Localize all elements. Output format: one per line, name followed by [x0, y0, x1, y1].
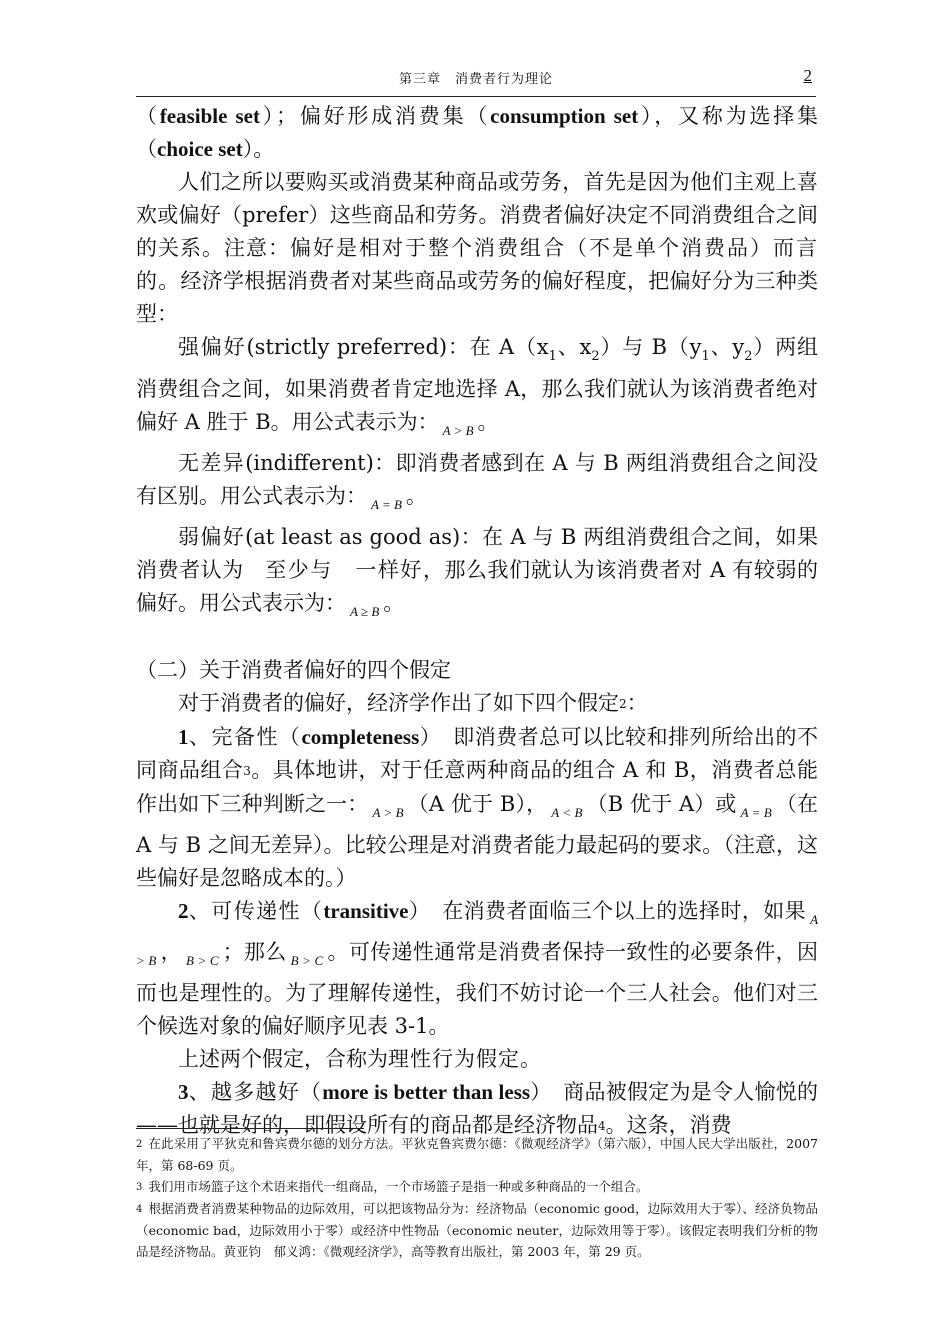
header-rule [136, 96, 816, 97]
formula: B > C [290, 953, 324, 968]
paragraph-transitivity: 2、可传递性（transitive） 在消费者面临三个以上的选择时，如果 $_{A > B}$ ， $_{B > C}$ ；那么 $_{B > C}$ 。可传递性通常是消费者保持一致性的必要条件，因而也是理性的。为了理解传递性，我们不妨讨论一个三人社会。他们对三个候选对象的偏好顺序见表 3-1。 [136, 899, 819, 1038]
paragraph-completeness: 1、完备性（completeness） 即消费者总可以比较和排列所给出的不同商品组合3。具体地讲，对于任意两种商品的组合 A 和 B，消费者总能作出如下三种判断之一： $_{A > B}$ （A 优于 B）， $_{A < B}$ （B 优于 A）或 $_{A = B}$ （在 A 与 B 之间无差异）。比较公理是对消费者能力最起码的要求。（注意，这些偏好是忽略成本的。） [136, 725, 819, 890]
footnote-ref[interactable]: 3 [243, 764, 251, 778]
paragraph-choice-set: （feasible set）；偏好形成消费集（consumption set），又称为选择集（choice set）。 [136, 104, 818, 161]
paragraph-rational-behavior: 上述两个假定，合称为理性行为假定。 [178, 1047, 541, 1071]
formula: A = B [371, 497, 402, 512]
chapter-title: 第三章 消费者行为理论 [398, 72, 553, 87]
paragraph-strict-preference: 强偏好(strictly preferred)：在 $A(x_1$、$x_2$）与 $B(y_1$、$y_2$）两组消费组合之间，如果消费者肯定地选择 A，那么我们就认为该消费者绝对偏好 A 胜于 B。用公式表示为： $_{A > B}$ 。 [136, 335, 818, 438]
main-text [136, 100, 818, 1143]
footnote: 2 在此采用了平狄克和鲁宾费尔德的划分方法。平狄克鲁宾费尔德：《微观经济学》（第六版），中国人民大学出版社，2007年，第 68-69 页。 [136, 1136, 818, 1173]
footnote: 4 根据消费者消费某种物品的边际效用，可以把该物品分为：经济物品（economic good，边际效用大于零）、经济负物品（economic bad，边际效用小于零）或经济中性物品（economic neuter，边际效用等于零）。该假定表明我们分析的物品是经济物品。黄亚钧 郁义鸿：《微观经济学》，高等教育出版社，第 2003 年，第 29 页。 [136, 1201, 818, 1259]
footnote-ref[interactable]: 2 [619, 697, 627, 711]
formula: A > B [442, 423, 474, 438]
paragraph-more-is-better: 3、越多越好（more is better than less） 商品被假定为是令人愉悦的——也就是好的，即假设所有的商品都是经济物品4。这条，消费 [136, 1080, 819, 1137]
formula: B > C [186, 953, 219, 968]
formula: A = B [740, 805, 772, 820]
footnotes [136, 1133, 818, 1262]
paragraph-preference-intro: 人们之所以要购买或消费某种商品或劳务，首先是因为他们主观上喜欢或偏好（prefer）这些商品和劳务。消费者偏好决定不同消费组合之间的关系。注意：偏好是相对于整个消费组合（不是单个消费品）而言的。经济学根据消费者对某些商品或劳务的偏好程度，把偏好分为三种类型： [136, 170, 819, 326]
paragraph-weak-preference: 弱偏好(at least as good as)：在 A 与 B 两组消费组合之间，如果消费者认为 至少与 一样好，那么我们就认为该消费者对 A 有较弱的偏好。用公式表示为： $_{A \ge B}$ 。 [136, 525, 819, 619]
footnote-rule [136, 1128, 364, 1129]
footnote-ref[interactable]: 4 [598, 1119, 606, 1133]
paragraph-indifferent: 无差异(indifferent)：即消费者感到在 A 与 B 两组消费组合之间没有区别。用公式表示为： $_{A = B}$ 。 [136, 451, 818, 512]
formula: A > B [372, 805, 404, 820]
footnote: 3 我们用市场篮子这个术语来指代一组商品，一个市场篮子是指一种或多种商品的一个组合。 [136, 1179, 649, 1194]
page-number: 2 [803, 66, 812, 85]
page-header [136, 66, 816, 92]
paragraph-four-assumptions: 对于消费者的偏好，经济学作出了如下四个假定2： [178, 691, 648, 715]
formula: A ≥ B [350, 604, 380, 619]
formula: A < B [551, 805, 583, 820]
section-heading: （二）关于消费者偏好的四个假定 [136, 658, 451, 682]
formula: A > B [136, 912, 819, 968]
